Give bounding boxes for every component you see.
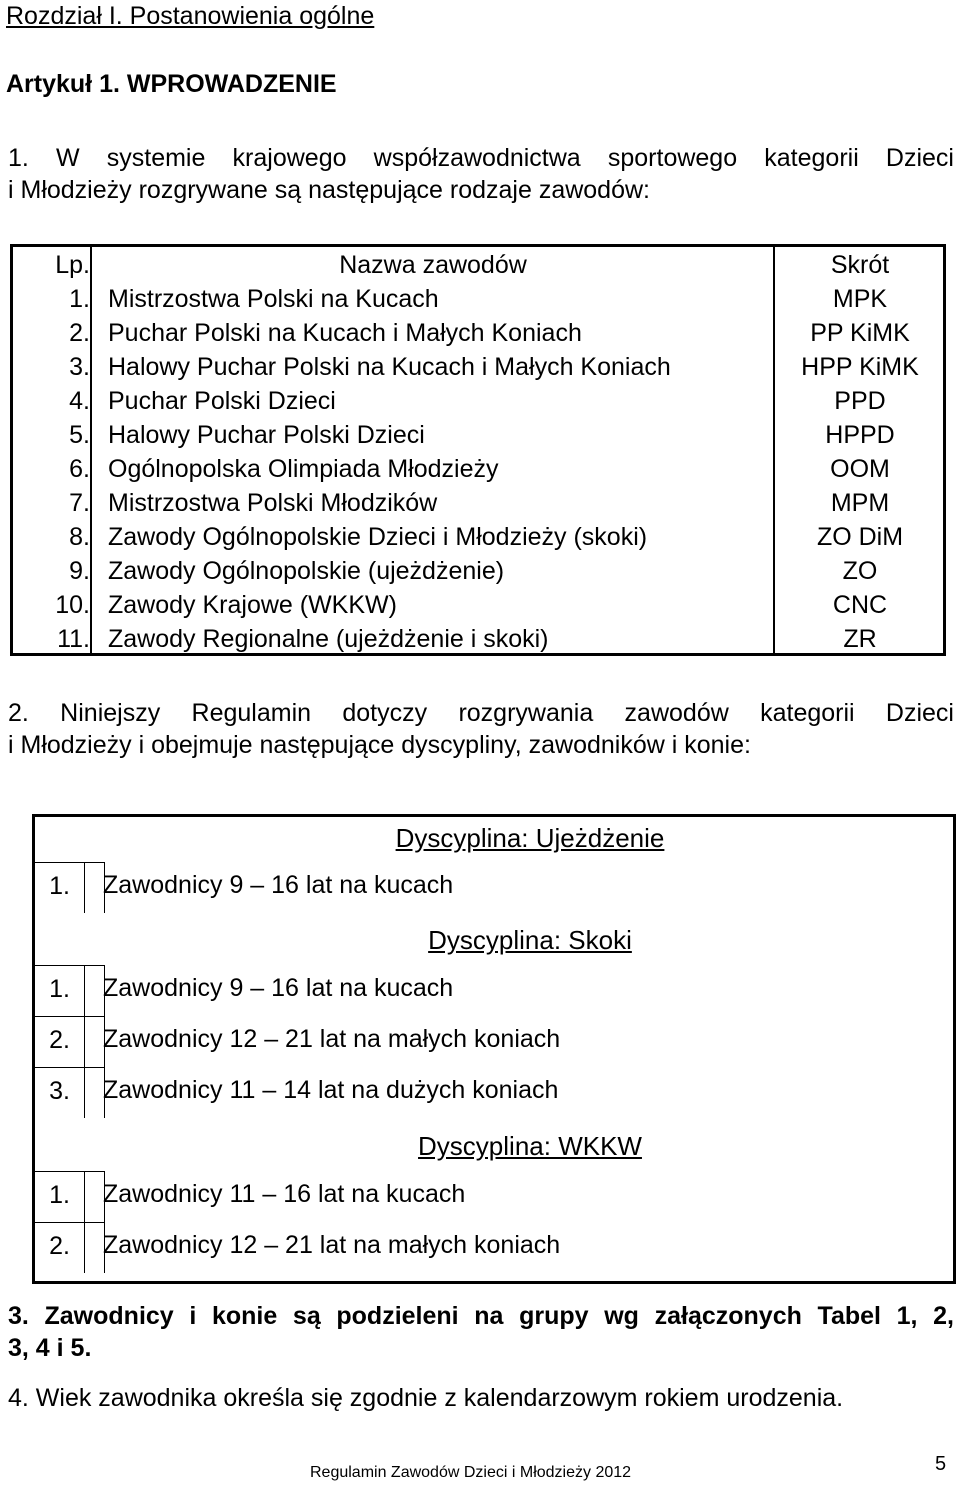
list-item-text: Zawodnicy 12 – 21 lat na małych koniach <box>103 1231 561 1259</box>
row-abbr: PP KiMK <box>810 319 910 347</box>
table-row <box>13 622 943 656</box>
row-name: Mistrzostwa Polski Młodzików <box>108 489 438 517</box>
paragraph-3-line-1: 3. Zawodnicy i konie są podzieleni na grupy wg załączonych Tabel 1, 2, <box>8 1302 954 1330</box>
row-name: Zawody Regionalne (ujeżdżenie i skoki) <box>108 625 549 653</box>
chapter-title: Rozdział I. Postanowienia ogólne <box>6 2 375 30</box>
row-abbr: CNC <box>832 591 888 619</box>
row-name: Zawody Ogólnopolskie (ujeżdżenie) <box>108 557 505 585</box>
disciplines-table <box>32 814 956 1284</box>
table-row <box>13 384 943 418</box>
table-row <box>13 282 943 316</box>
row-num: 11. <box>57 625 90 653</box>
list-item-num: 1. <box>35 965 85 1016</box>
row-num: 7. <box>69 489 90 517</box>
row-abbr: HPPD <box>825 421 895 449</box>
row-name: Halowy Puchar Polski na Kucach i Małych Koniach <box>108 353 671 381</box>
page-number: 5 <box>935 1453 947 1475</box>
row-abbr: MPK <box>832 285 888 313</box>
paragraph-2-line-2: i Młodzieży i obejmuje następujące dyscypliny, zawodników i konie: <box>8 731 751 759</box>
paragraph-4-text: 4. Wiek zawodnika określa się zgodnie z kalendarzowym rokiem urodzenia. <box>8 1384 844 1412</box>
row-name: Ogólnopolska Olimpiada Młodzieży <box>108 455 499 483</box>
discipline-heading-dressage: Dyscyplina: Ujeżdżenie <box>395 823 665 853</box>
paragraph-1-line-1: 1. W systemie krajowego współzawodnictwa sportowego kategorii Dzieci <box>8 144 954 172</box>
list-item-num: 2. <box>35 1016 85 1067</box>
row-name: Puchar Polski Dzieci <box>108 387 336 415</box>
table-row <box>13 554 943 588</box>
row-abbr: PPD <box>834 387 886 415</box>
row-name: Zawody Ogólnopolskie Dzieci i Młodzieży (skoki) <box>108 523 648 551</box>
row-name: Zawody Krajowe (WKKW) <box>108 591 397 619</box>
row-num: 4. <box>69 387 90 415</box>
row-num: 2. <box>69 319 90 347</box>
paragraph-3 <box>8 1300 954 1364</box>
row-abbr: ZO <box>842 557 878 585</box>
paragraph-1 <box>8 142 954 206</box>
row-abbr: ZO DiM <box>816 523 904 551</box>
row-num: 5. <box>69 421 90 449</box>
row-abbr: MPM <box>830 489 890 517</box>
row-name: Puchar Polski na Kucach i Małych Koniach <box>108 319 582 347</box>
row-num: 10. <box>55 591 90 619</box>
list-item-text: Zawodnicy 11 – 14 lat na dużych koniach <box>103 1076 559 1104</box>
paragraph-3-line-2: 3, 4 i 5. <box>8 1334 92 1362</box>
list-item-num: 1. <box>35 1171 85 1222</box>
row-num: 9. <box>69 557 90 585</box>
row-name: Halowy Puchar Polski Dzieci <box>108 421 425 449</box>
row-abbr: ZR <box>843 625 877 653</box>
row-num: 8. <box>69 523 90 551</box>
list-item-text: Zawodnicy 9 – 16 lat na kucach <box>103 974 454 1002</box>
list-item-text: Zawodnicy 12 – 21 lat na małych koniach <box>103 1025 561 1053</box>
page-footer: Regulamin Zawodów Dzieci i Młodzieży 2012 <box>310 1464 632 1481</box>
row-num: 6. <box>69 455 90 483</box>
row-name: Mistrzostwa Polski na Kucach <box>108 285 439 313</box>
paragraph-2-line-1: 2. Niniejszy Regulamin dotyczy rozgrywania zawodów kategorii Dzieci <box>8 699 954 727</box>
paragraph-4 <box>8 1382 954 1414</box>
row-num: 1. <box>69 285 90 313</box>
competitions-table <box>10 244 946 656</box>
header-abbr: Skrót <box>830 251 890 279</box>
list-item-num: 2. <box>35 1222 85 1273</box>
table-row <box>13 520 943 554</box>
discipline-heading-jumping: Dyscyplina: Skoki <box>428 925 632 955</box>
table-header-row <box>13 248 943 282</box>
table-row <box>13 452 943 486</box>
table-row <box>13 588 943 622</box>
row-abbr: OOM <box>830 455 890 483</box>
list-item-text: Zawodnicy 11 – 16 lat na kucach <box>103 1180 466 1208</box>
article-title: Artykuł 1. WPROWADZENIE <box>6 70 337 98</box>
list-item-num: 1. <box>35 862 85 913</box>
table-row <box>13 316 943 350</box>
table-row <box>13 350 943 384</box>
list-item-text: Zawodnicy 9 – 16 lat na kucach <box>103 871 454 899</box>
discipline-heading-eventing: Dyscyplina: WKKW <box>418 1131 642 1161</box>
table-row <box>13 486 943 520</box>
paragraph-2 <box>8 697 954 761</box>
table-row <box>13 418 943 452</box>
row-num: 3. <box>69 353 90 381</box>
row-abbr: HPP KiMK <box>801 353 919 381</box>
list-item-num: 3. <box>35 1067 85 1118</box>
paragraph-1-line-2: i Młodzieży rozgrywane są następujące rodzaje zawodów: <box>8 176 650 204</box>
header-name: Nazwa zawodów <box>339 251 527 279</box>
header-num: Lp. <box>55 251 90 279</box>
